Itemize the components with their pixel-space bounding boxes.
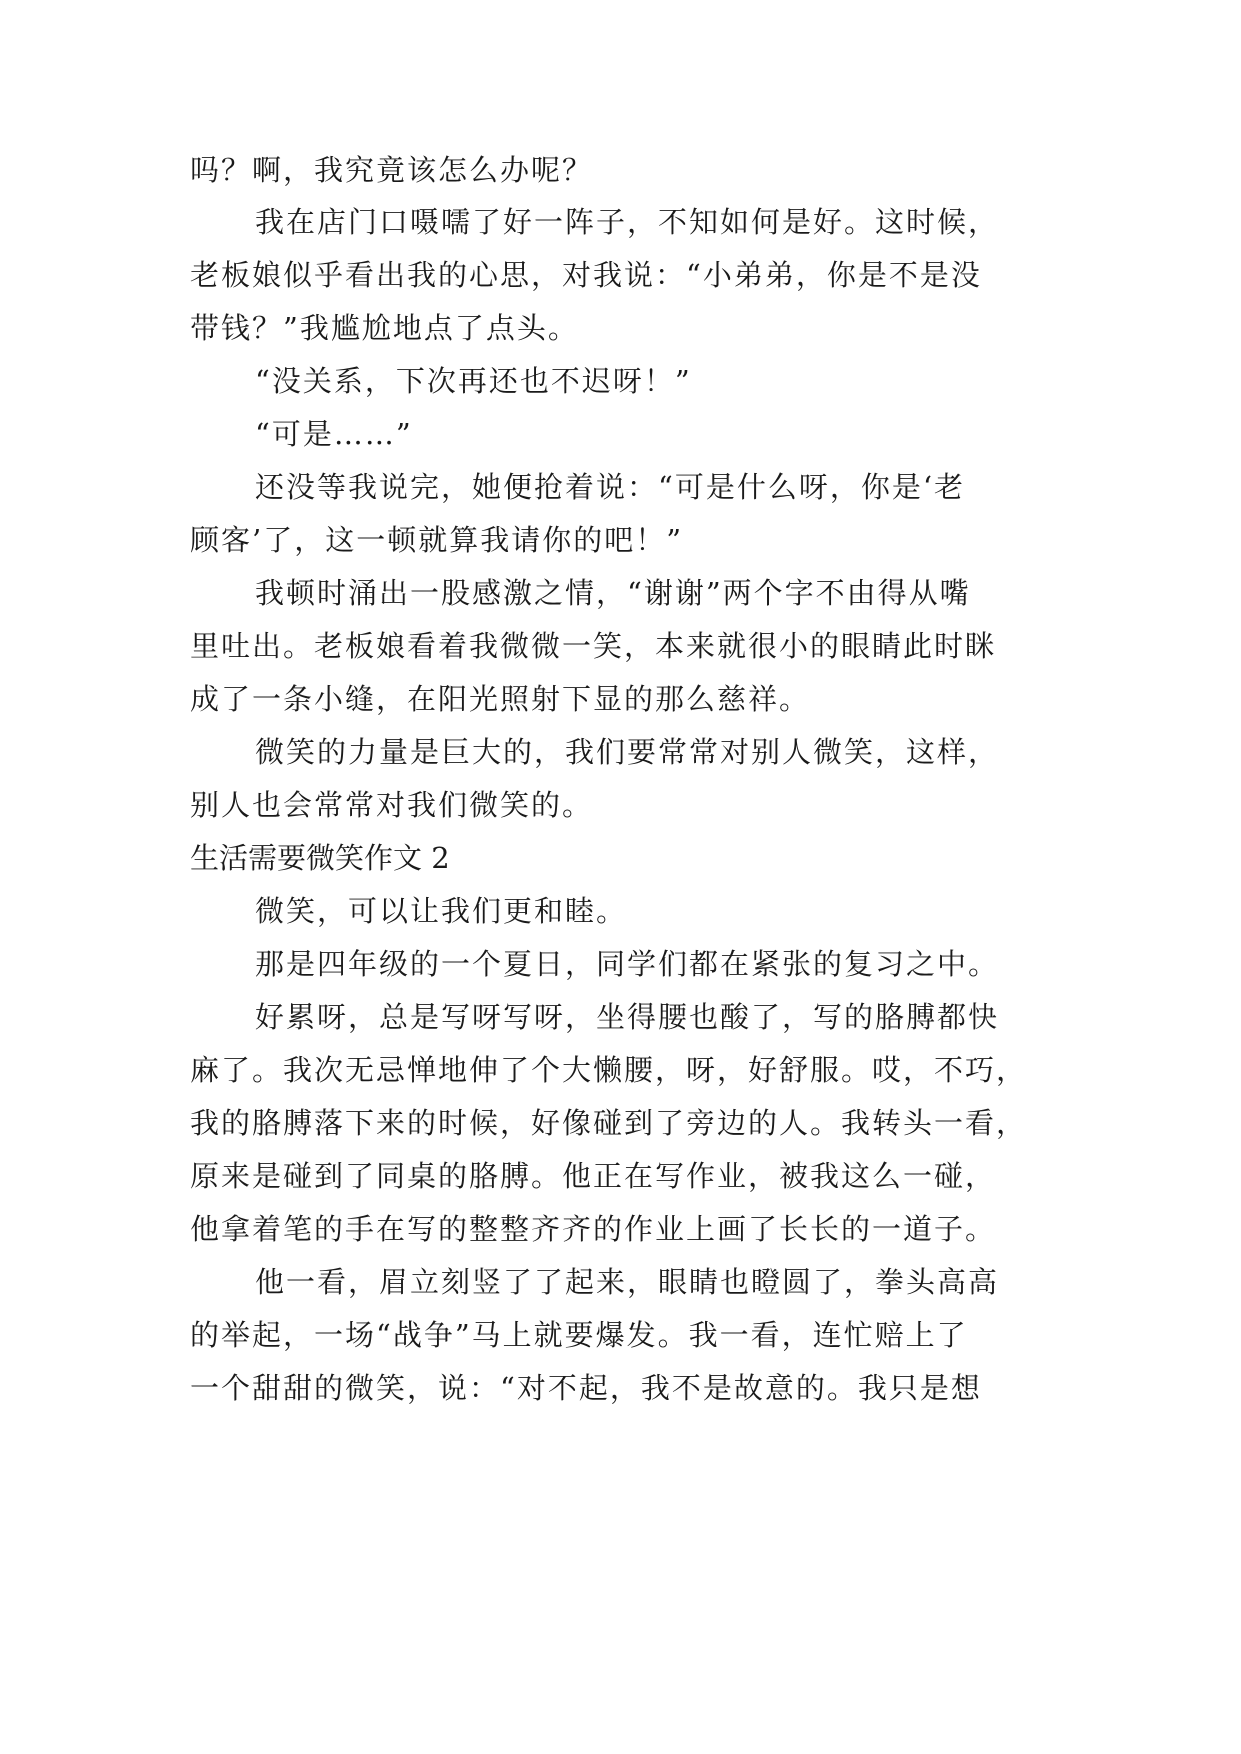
paragraph-start: 我顿时涌出一股感激之情，“谢谢”两个字不由得从嘴 [255, 576, 971, 610]
text-line: 原来是碰到了同桌的胳膊。他正在写作业，被我这么一碰， [190, 1159, 997, 1193]
paragraph-start: 微笑，可以让我们更和睦。 [255, 894, 628, 928]
text-line: 的举起，一场“战争”马上就要爆发。我一看，连忙赔上了 [190, 1318, 968, 1352]
text-line: 里吐出。老板娘看着我微微一笑，本来就很小的眼睛此时眯 [190, 629, 997, 663]
section-heading: 生活需要微笑作文 2 [190, 841, 450, 875]
text-line: 别人也会常常对我们微笑的。 [190, 788, 594, 822]
text-line: 我的胳膊落下来的时候，好像碰到了旁边的人。我转头一看， [190, 1106, 1028, 1140]
text-line: 带钱？”我尴尬地点了点头。 [190, 311, 579, 345]
text-line: 顾客’了，这一顿就算我请你的吧！” [190, 523, 684, 557]
paragraph-start: 微笑的力量是巨大的，我们要常常对别人微笑，这样， [255, 735, 1000, 769]
text-line: 吗？啊，我究竟该怎么办呢？ [190, 153, 594, 187]
paragraph-start: “没关系，下次再还也不迟呀！” [255, 364, 692, 398]
paragraph-start: 还没等我说完，她便抢着说：“可是什么呀，你是‘老 [255, 470, 966, 504]
paragraph-start: 好累呀，总是写呀写呀，坐得腰也酸了，写的胳膊都快 [255, 1000, 1000, 1034]
paragraph-start: 我在店门口嗫嚅了好一阵子，不知如何是好。这时候， [255, 205, 1000, 239]
text-line: 一个甜甜的微笑，说：“对不起，我不是故意的。我只是想 [190, 1371, 982, 1405]
paragraph-start: 他一看，眉立刻竖了了起来，眼睛也瞪圆了，拳头高高 [255, 1265, 1000, 1299]
paragraph-start: “可是……” [255, 417, 413, 451]
paragraph-start: 那是四年级的一个夏日，同学们都在紧张的复习之中。 [255, 947, 1000, 981]
text-line: 他拿着笔的手在写的整整齐齐的作业上画了长长的一道子。 [190, 1212, 997, 1246]
text-line: 成了一条小缝，在阳光照射下显的那么慈祥。 [190, 682, 811, 716]
text-line: 老板娘似乎看出我的心思，对我说：“小弟弟，你是不是没 [190, 258, 982, 292]
text-line: 麻了。我次无忌惮地伸了个大懒腰，呀，好舒服。哎，不巧， [190, 1053, 1028, 1087]
